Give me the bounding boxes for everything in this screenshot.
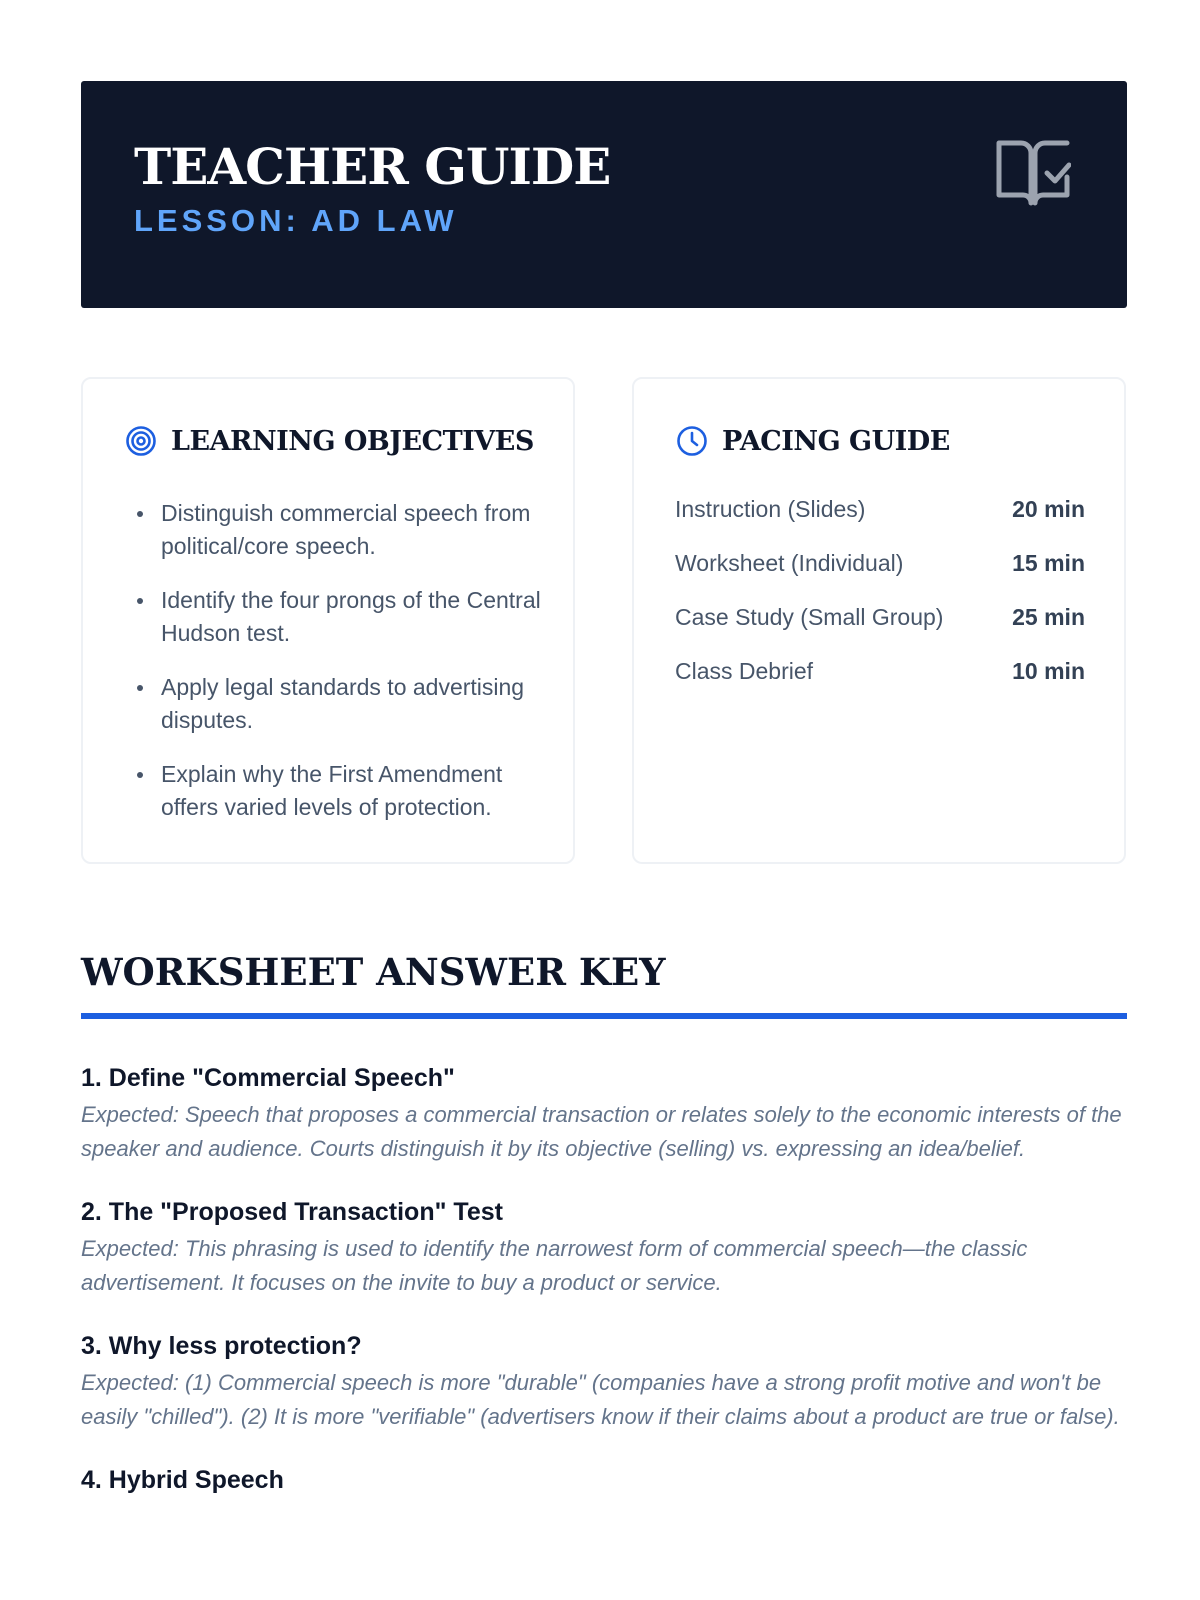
answer-list (81, 1062, 1127, 1526)
answer-question: 2. The "Proposed Transaction" Test (81, 1198, 503, 1226)
answer-expected: Expected: This phrasing is used to identify the narrowest form of commercial speech—the classic advertisement. It focuses on the invite to buy a product or service. (81, 1236, 1028, 1295)
pacing-title: PACING GUIDE (722, 425, 950, 457)
answer-question: 4. Hybrid Speech (81, 1466, 284, 1494)
list-item: Explain why the First Amendment offers varied levels of protection. (133, 758, 543, 824)
answer-expected: Expected: Speech that proposes a commercial transaction or relates solely to the economic interests of the speaker and audience. Courts distinguish it by its objective (selling) vs. expressing an idea/belief. (81, 1102, 1122, 1161)
book-check-icon (995, 137, 1071, 209)
answer-question: 1. Define "Commercial Speech" (81, 1064, 455, 1092)
pacing-duration: 10 min (1012, 657, 1085, 684)
lesson-subtitle: LESSON: AD LAW (134, 203, 458, 238)
objectives-title: LEARNING OBJECTIVES (171, 425, 534, 457)
answer-item (81, 1196, 1127, 1300)
pacing-row (675, 600, 1085, 634)
answer-item (81, 1330, 1127, 1434)
list-item: Distinguish commercial speech from political/core speech. (133, 497, 543, 563)
answer-expected: Expected: (1) Commercial speech is more "durable" (companies have a strong profit motive and won't be easily "chilled"). (2) It is more "verifiable" (advertisers know if their claims about a product are true or false). (81, 1370, 1120, 1429)
pacing-duration: 25 min (1012, 603, 1085, 630)
pacing-row (675, 492, 1085, 526)
pacing-label: Worksheet (Individual) (675, 549, 904, 576)
answer-item (81, 1464, 1127, 1496)
pacing-label: Class Debrief (675, 657, 814, 684)
pacing-duration: 15 min (1012, 549, 1085, 576)
pacing-row (675, 654, 1085, 688)
page-header (81, 81, 1127, 308)
page-title: TEACHER GUIDE (134, 137, 611, 196)
clock-icon (676, 425, 708, 457)
answer-item (81, 1062, 1127, 1166)
target-icon (125, 425, 157, 457)
pacing-label: Instruction (Slides) (675, 495, 866, 522)
pacing-label: Case Study (Small Group) (675, 603, 944, 630)
objectives-header (125, 425, 534, 457)
list-item: Identify the four prongs of the Central Hudson test. (133, 584, 543, 650)
answer-key-divider (81, 1013, 1127, 1019)
pacing-row (675, 546, 1085, 580)
answer-key-title: WORKSHEET ANSWER KEY (81, 950, 666, 994)
answer-question: 3. Why less protection? (81, 1332, 362, 1360)
pacing-rows (675, 492, 1085, 708)
learning-objectives-card (81, 377, 575, 864)
objectives-list (133, 497, 543, 845)
list-item: Apply legal standards to advertising disputes. (133, 671, 543, 737)
pacing-guide-card (632, 377, 1126, 864)
pacing-duration: 20 min (1012, 495, 1085, 522)
pacing-header (676, 425, 950, 457)
